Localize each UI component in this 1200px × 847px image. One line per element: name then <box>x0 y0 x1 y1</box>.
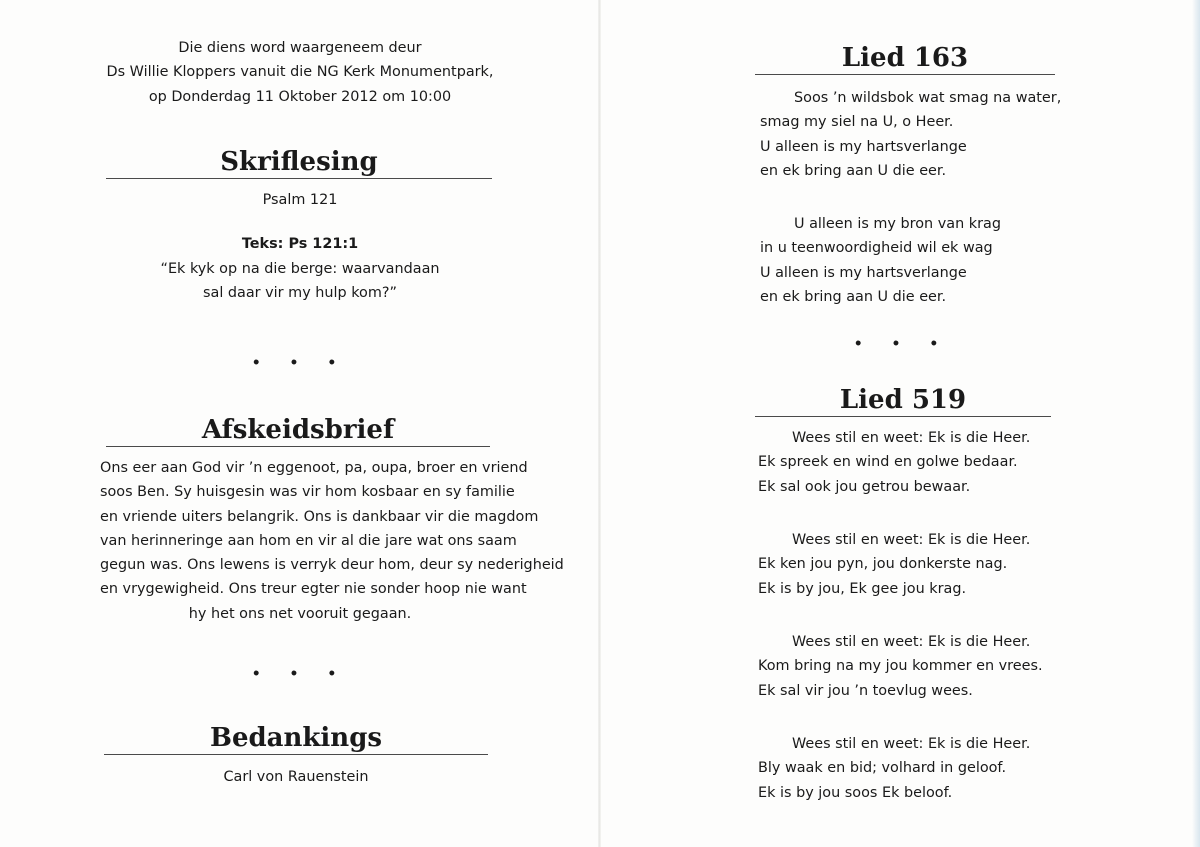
lyric-line: en ek bring aan U die eer. <box>760 288 947 305</box>
lyric-line: Ek is by jou, Ek gee jou krag. <box>758 580 967 597</box>
reading-reference: Psalm 121 <box>262 192 338 208</box>
lyric-line: in u teenwoordigheid wil ek wag <box>760 240 993 257</box>
lied-163-heading: Lied 163 <box>755 42 1055 75</box>
quote-line: sal daar vir my hulp kom?” <box>203 284 397 301</box>
afskeidsbrief-body <box>100 456 564 626</box>
lyric-line: Bly waak en bid; volhard in geloof. <box>758 760 1007 777</box>
lied-163-stanza <box>760 86 1060 183</box>
lyric-line: Wees stil en weet: Ek is die Heer. <box>792 430 1031 446</box>
letter-line: hy het ons net vooruit gegaan. <box>188 605 412 622</box>
letter-line: van herinneringe aan hom en vir al die jare wat ons saam <box>100 532 517 549</box>
lyric-line: Ek sal ook jou getrou bewaar. <box>758 478 971 495</box>
lyric-line: Wees stil en weet: Ek is die Heer. <box>792 532 1031 548</box>
lied-163-stanza <box>760 212 1060 309</box>
letter-line: en vrygewigheid. Ons treur egter nie sonder hoop nie want <box>100 581 527 598</box>
lyric-line: Ek spreek en wind en golwe bedaar. <box>758 454 1018 471</box>
page-fold <box>598 0 601 847</box>
letter-line: Ons eer aan God vir ’n eggenoot, pa, oupa, broer en vriend <box>100 460 528 476</box>
lyric-line: Ek ken jou pyn, jou donkerste nag. <box>758 556 1008 573</box>
lied-519-stanza <box>758 732 1058 805</box>
letter-line: gegun was. Ons lewens is verryk deur hom, deur sy nederigheid <box>100 557 564 574</box>
skriflesing-heading: Skriflesing <box>106 146 492 179</box>
lyric-line: U alleen is my hartsverlange <box>760 264 967 281</box>
lyric-line: U alleen is my bron van krag <box>794 216 1001 232</box>
lied-519-stanza <box>758 426 1058 499</box>
lyric-line: Kom bring na my jou kommer en vrees. <box>758 658 1043 675</box>
letter-line: en vriende uiters belangrik. Ons is dankbaar vir die magdom <box>100 508 539 525</box>
letter-line: soos Ben. Sy huisgesin was vir hom kosbaar en sy familie <box>100 484 515 501</box>
text-label: Teks: Ps 121:1 <box>241 236 359 253</box>
intro-line: op Donderdag 11 Oktober 2012 om 10:00 <box>148 88 452 105</box>
bedankings-body <box>100 765 492 789</box>
lyric-line: en ek bring aan U die eer. <box>760 162 947 179</box>
separator: • • • <box>853 336 951 352</box>
bedankings-heading: Bedankings <box>104 722 488 755</box>
thanks-name: Carl von Rauenstein <box>223 769 369 785</box>
lyric-line: smag my siel na U, o Heer. <box>760 114 954 131</box>
intro-line: Die diens word waargeneem deur <box>178 40 422 56</box>
lied-519-heading: Lied 519 <box>755 384 1051 417</box>
separator: • • • <box>251 666 349 682</box>
lyric-line: Wees stil en weet: Ek is die Heer. <box>792 736 1031 752</box>
afskeidsbrief-heading: Afskeidsbrief <box>106 414 490 447</box>
quote-line: “Ek kyk op na die berge: waarvandaan <box>160 260 440 277</box>
separator: • • • <box>251 355 349 371</box>
intro-line: Ds Willie Kloppers vanuit die NG Kerk Monumentpark, <box>106 64 494 81</box>
lyric-line: Soos ’n wildsbok wat smag na water, <box>794 90 1062 106</box>
lied-519-stanza <box>758 630 1058 703</box>
lyric-line: Ek is by jou soos Ek beloof. <box>758 784 953 801</box>
intro-text <box>100 36 500 109</box>
lyric-line: Ek sal vir jou ’n toevlug wees. <box>758 682 973 699</box>
lyric-line: U alleen is my hartsverlange <box>760 138 967 155</box>
lied-519-stanza <box>758 528 1058 601</box>
page-edge <box>1192 0 1200 847</box>
right-page <box>752 0 1060 847</box>
skriflesing-body <box>100 188 500 305</box>
left-page <box>100 0 564 847</box>
lyric-line: Wees stil en weet: Ek is die Heer. <box>792 634 1031 650</box>
